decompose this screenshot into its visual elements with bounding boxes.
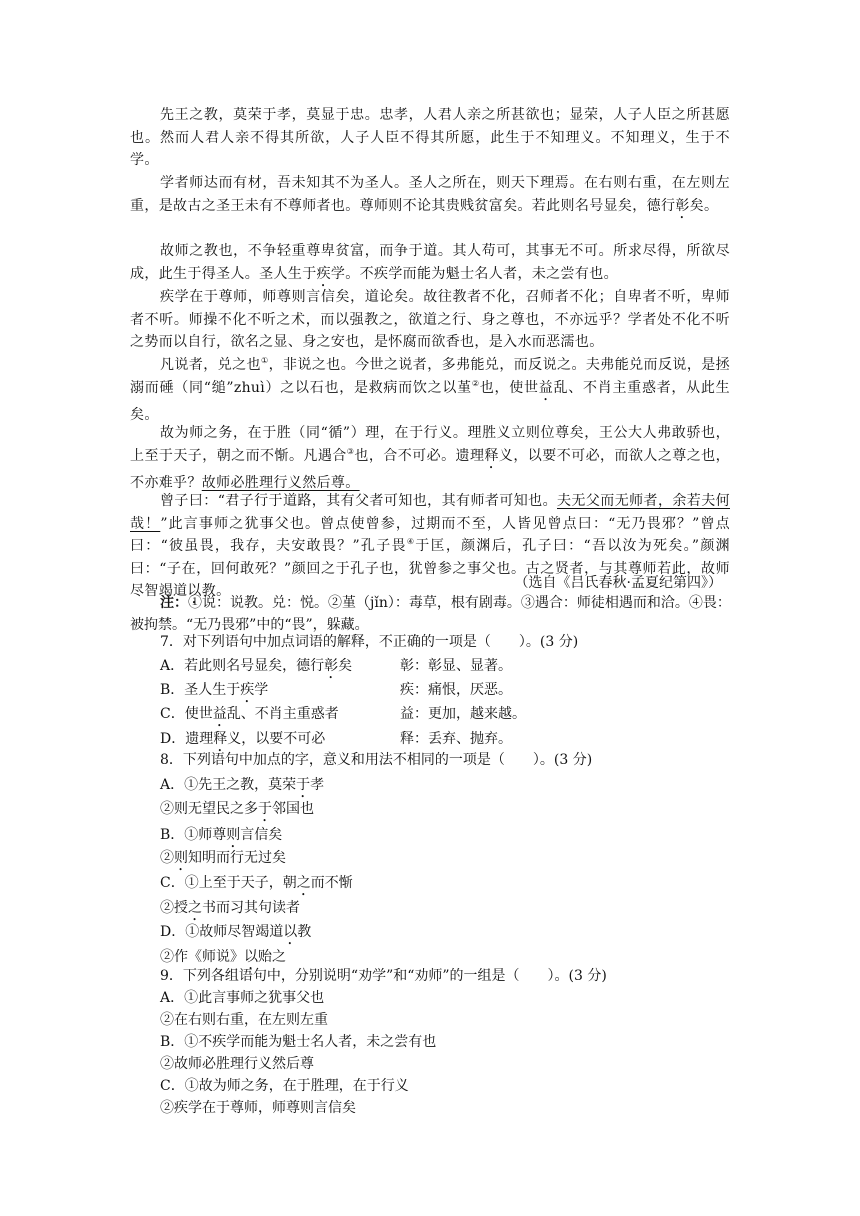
passage-text: 乱、不肖主重惑者，从此生矣。 [130, 379, 730, 423]
passage-text: 也，使世 [479, 379, 539, 396]
option-text-pre: ②则无望民之多 [160, 801, 258, 817]
passage-paragraph-3 [130, 240, 730, 290]
question-7-option [160, 656, 512, 682]
question-7-option [160, 704, 526, 730]
footnote-mark: ② [471, 378, 480, 388]
option-text [160, 704, 400, 730]
option-text-pre: A．①先王之教，莫荣 [160, 777, 297, 793]
footnote-mark: ① [260, 356, 269, 365]
option-text-post: 知明而行无过矣 [188, 850, 286, 866]
question-9-option: C．①故为师之务，在于胜理，在于行义 [160, 1078, 409, 1094]
passage-text: 教。 [201, 583, 231, 600]
passage-text: 于匡，颜渊后，孔子曰：“吾以汝为死矣。”颜渊曰：“子在，回何敢死？”颜回之于孔子也，犹曾参之事父也。古之贤者，与其尊师若此，故师尽智竭道 [130, 538, 731, 600]
question-8-option [160, 922, 311, 948]
option-text-post: 邻国也 [272, 801, 314, 817]
passage-text: 疾学在于尊师，师尊则言信矣，道论矣。故往教者不化，召师者不化；自卑者不听，卑师者不听。师操不化不听之术，而以强教之，欲道之行、身之尊也，不亦远乎？学者处不化不听之势而以自行，欲名之显、身之安也，是怀腐而欲香也，是入水而恶濡也。 [130, 289, 730, 351]
passage-text: 学。不疾学而能为魁士名人者，未之尝有也。 [330, 265, 618, 282]
option-text-post: 言信矣 [240, 827, 283, 843]
passage-text: 也，合不可必。遗理 [354, 447, 485, 464]
passage-text: 学者师达而有材，吾未知其不为圣人。圣人之所在，则天下理焉。在右则右重，在左则左重，是故古之圣王未有不尊师者也。尊师则不论其贵贱贫富矣。若此则名号显矣，德行 [130, 175, 730, 214]
question-9-option: A．①此言事师之犹事父也 [160, 990, 325, 1006]
emphasized-char: 释 [213, 731, 228, 747]
question-8-option [160, 873, 353, 899]
question-9-option: ②疾学在于尊师，师尊则言信矣 [160, 1100, 356, 1116]
emphasized-char: 之 [296, 875, 311, 891]
question-8-option [160, 799, 314, 825]
question-9-option: B．①不疾学而能为魁士名人者，未之尝有也 [160, 1034, 437, 1050]
option-gloss: 益：更加，越来越。 [400, 706, 526, 722]
passage-paragraph-1 [130, 104, 730, 172]
option-text-pre: C．①上至于天子，朝 [160, 875, 297, 891]
option-text [160, 656, 400, 682]
footnote-mark: ③ [346, 446, 355, 456]
option-text-pre: D．①故师尽智竭道 [160, 924, 284, 940]
option-text-post: 书而习其句读者 [202, 900, 300, 916]
question-7-option [160, 680, 512, 706]
option-gloss: 释：丢弃、抛弃。 [400, 731, 512, 747]
passage-text: 义，以要不可必，而欲人之尊之也，不亦难乎？ [130, 447, 730, 491]
passage-text: 凡说者，兑之也 [160, 357, 261, 373]
footnote-mark: ④ [406, 537, 416, 547]
emphasized-char: 释 [484, 447, 499, 464]
emphasized-char: 疾 [240, 682, 255, 698]
question-8-option [160, 898, 300, 924]
emphasized-char: 于 [258, 801, 272, 817]
passage-text: ”此言事师之犹事父也。曾点使曾参，过期而不至，人皆见曾点曰：“无乃畏邪？”曾点曰：“彼虽畏，我存，夫安敢畏？”孔子畏 [130, 515, 730, 555]
emphasized-char: 则 [174, 850, 188, 866]
passage-paragraph-6 [130, 422, 730, 494]
option-text-post: 学 [254, 682, 269, 698]
option-text-pre: ②作《师说》 [160, 949, 244, 965]
option-text-pre: D．遗理 [160, 731, 214, 747]
passage-text: ，非说之也。今世之说者，多弗能兑，而反说之。夫弗能兑而反说，是拯溺而硾（同“缒”zhuì）之以石也，是救病而饮之以堇 [130, 357, 731, 396]
passage-text: 故为师之务，在于胜（同“循”）理，在于行义。理胜义立则位尊矣，王公大人弗敢骄也，上至于天子，朝之而不惭。凡遇合 [130, 425, 730, 464]
question-9-option: ②故师必胜理行义然后尊 [160, 1056, 314, 1072]
question-9-stem: 9．下列各组语句中，分别说明“劝学”和“劝师”的一组是（ ）。(3 分) [160, 968, 607, 984]
emphasized-char: 彰 [675, 197, 690, 214]
annotation-notes [130, 592, 736, 636]
question-8-stem: 8．下列语句中加点的字，意义和用法不相同的一项是（ ）。(3 分) [160, 752, 593, 768]
option-text-post: 贻之 [258, 949, 286, 965]
option-gloss: 疾：痛恨，厌恶。 [400, 682, 512, 698]
option-text-pre: ②授 [160, 900, 188, 916]
passage-paragraph-2 [130, 172, 730, 222]
emphasized-char: 以 [244, 949, 258, 965]
option-text-post: 教 [297, 924, 312, 940]
option-text-post: 义，以要不可必 [227, 731, 326, 747]
option-text-pre: B．圣人生于 [160, 682, 241, 698]
passage-text: 曾子曰：“君子行于道路，其有父者可知也，其有师者可知也。 [160, 493, 557, 509]
question-8-option [160, 848, 286, 874]
emphasized-char: 之 [188, 900, 202, 916]
option-text-post: 而不惭 [310, 875, 353, 891]
question-7-stem: 7．对下列语句中加点词语的解释，不正确的一项是（ ）。(3 分) [160, 634, 579, 650]
emphasized-char: 益 [212, 706, 227, 722]
option-text-pre: B．①师尊 [160, 827, 227, 843]
underlined-sentence: 故师必胜理行义然后尊。 [201, 474, 360, 491]
passage-text: 先王之教，莫荣于孝，莫显于忠。忠孝，人君人亲之所甚欲也；显荣，人子人臣之所甚愿也。然而人君人亲不得其所欲，人子人臣不得其所愿，此生于不知理义。不知理义，生于不学。 [130, 107, 730, 169]
emphasized-char: 益 [538, 379, 554, 396]
passage-text: 故师之教也，不争轻重尊卑贫富，而争于道。其人苟可，其事无不可。所求尽得，所欲尽成，此生于得圣人。圣人生于 [130, 243, 730, 282]
option-text-post: 矣 [338, 658, 353, 674]
emphasized-char: 以 [283, 924, 298, 940]
question-9-option: ②在右则右重，在左则左重 [160, 1012, 328, 1028]
option-gloss: 彰：彰显、显著。 [400, 658, 512, 674]
option-text-post: 乱、不肖主重惑者 [226, 706, 339, 722]
passage-text: 矣。 [689, 197, 719, 214]
source-citation: （选自《吕氏春秋·孟夏纪第四》） [514, 575, 722, 591]
option-text-pre: A．若此则名号显矣，德行 [160, 658, 325, 674]
passage-paragraph-5 [130, 354, 730, 426]
option-text-pre: C．使世 [160, 706, 213, 722]
notes-label: 注： [160, 595, 188, 611]
emphasized-char: 疾 [316, 265, 331, 282]
emphasized-char: 以 [187, 583, 202, 600]
notes-text: ①说：说教。兑：悦。②堇（jǐn）：毒草，根有剧毒。③遇合：师徒相遇而和洽。④畏：被拘禁。“无乃畏邪”中的“畏”，躲藏。 [130, 595, 731, 633]
emphasized-char: 于 [296, 777, 311, 793]
option-text-pre: ② [160, 850, 174, 866]
question-8-option [160, 775, 324, 801]
passage-paragraph-4 [130, 286, 730, 354]
emphasized-char: 彰 [324, 658, 339, 674]
option-text-post: 孝 [310, 777, 325, 793]
option-text [160, 680, 400, 706]
underlined-sentence: 夫无父而无师者，余若夫何哉！ [130, 493, 730, 532]
emphasized-char: 则 [226, 827, 241, 843]
